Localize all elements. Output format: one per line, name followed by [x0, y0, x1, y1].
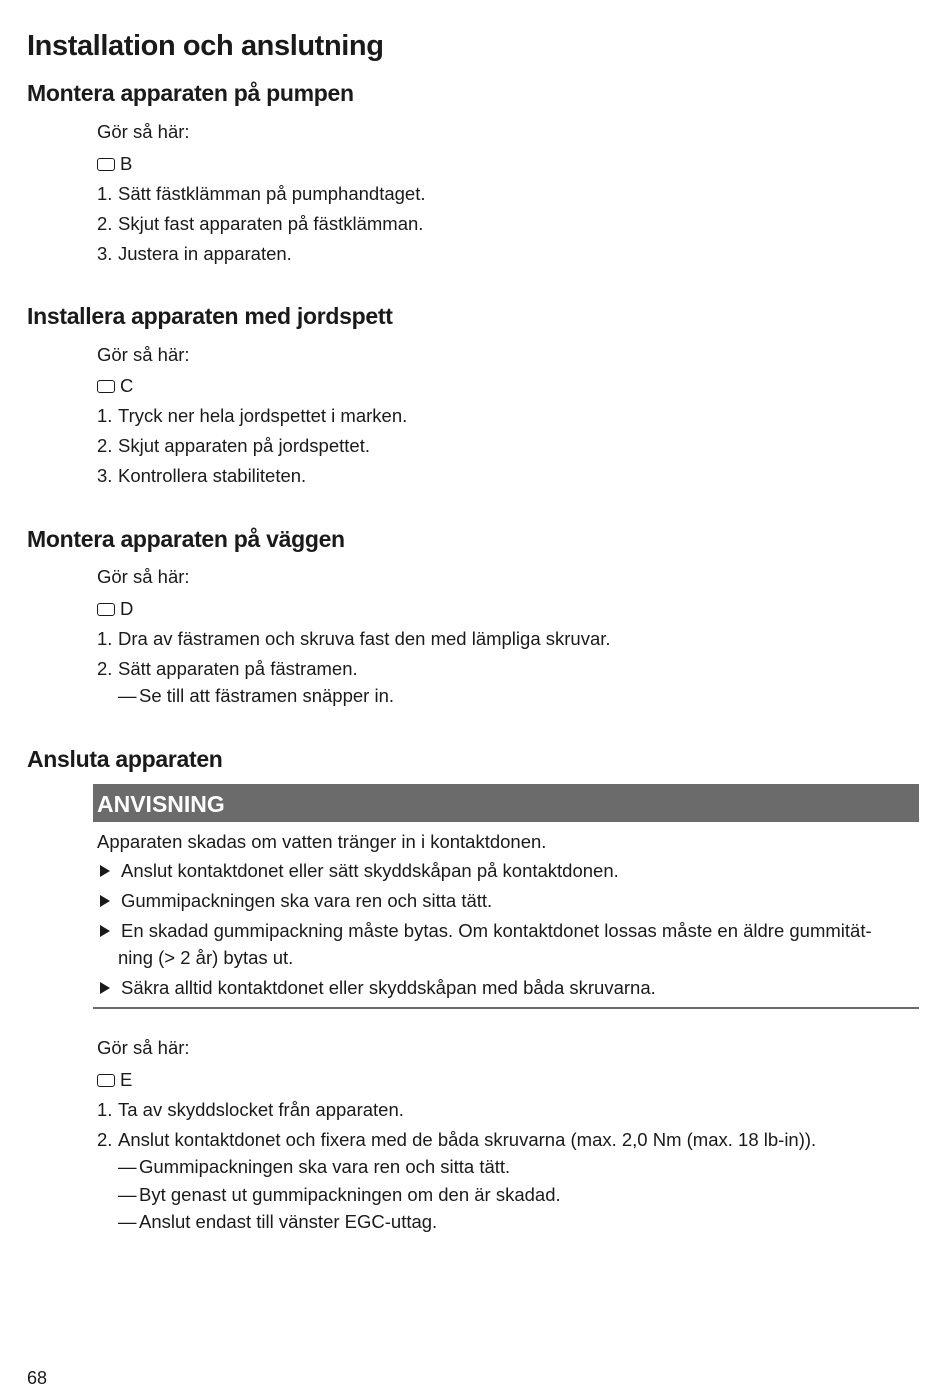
figure-label: D — [120, 598, 134, 619]
figure-label: B — [120, 153, 133, 174]
instruction-intro: Gör så här: — [97, 344, 190, 365]
bullet-triangle-icon — [100, 982, 110, 994]
section-heading-pump: Montera apparaten på pumpen — [27, 80, 354, 106]
step-item: 2. Sätt apparaten på fästramen. — [97, 658, 358, 679]
step-item: 3. Justera in apparaten. — [97, 243, 292, 264]
instruction-intro: Gör så här: — [97, 121, 190, 142]
figure-reference — [97, 597, 133, 621]
bullet-triangle-icon — [100, 865, 110, 877]
section-heading-wall: Montera apparaten på väggen — [27, 526, 345, 552]
bullet-triangle-icon — [100, 895, 110, 907]
figure-reference — [97, 152, 132, 176]
section-heading-spike: Installera apparaten med jordspett — [27, 303, 393, 329]
notice-bottom-rule — [93, 1007, 919, 1009]
notice-header: ANVISNING — [93, 784, 919, 822]
result-item: — Gummipackningen ska vara ren och sitta tätt. — [118, 1156, 511, 1177]
bullet-triangle-icon — [100, 925, 110, 937]
notice-item: Säkra alltid kontaktdonet eller skyddskåpan med båda skruvarna. — [100, 976, 656, 1000]
step-item: 1. Tryck ner hela jordspettet i marken. — [97, 405, 408, 426]
step-item: 2. Anslut kontaktdonet och fixera med de båda skruvarna (max. 2,0 Nm (max. 18 lb-in)). — [97, 1129, 817, 1150]
step-item: 3. Kontrollera stabiliteten. — [97, 465, 307, 486]
result-item: — Se till att fästramen snäpper in. — [118, 685, 395, 706]
result-item: — Byt genast ut gummipackningen om den är skadad. — [118, 1184, 561, 1205]
notice-item: En skadad gummipackning måste bytas. Om kontaktdonet lossas måste en äldre gummität- — [100, 919, 872, 943]
figure-icon — [97, 603, 115, 616]
figure-label: E — [120, 1069, 133, 1090]
figure-reference — [97, 374, 133, 398]
step-item: 1. Ta av skyddslocket från apparaten. — [97, 1099, 404, 1120]
step-item: 1. Sätt fästklämman på pumphandtaget. — [97, 183, 426, 204]
notice-lead: Apparaten skadas om vatten tränger in i kontaktdonen. — [97, 831, 547, 852]
result-item: — Anslut endast till vänster EGC-uttag. — [118, 1211, 438, 1232]
figure-icon — [97, 158, 115, 171]
figure-reference — [97, 1068, 132, 1092]
step-item: 2. Skjut fast apparaten på fästklämman. — [97, 213, 424, 234]
figure-icon — [97, 380, 115, 393]
figure-icon — [97, 1074, 115, 1087]
notice-item-continuation: ning (> 2 år) bytas ut. — [118, 947, 294, 968]
step-item: 1. Dra av fästramen och skruva fast den med lämpliga skruvar. — [97, 628, 611, 649]
figure-label: C — [120, 375, 134, 396]
notice-item: Gummipackningen ska vara ren och sitta tätt. — [100, 889, 492, 913]
page-number: 68 — [27, 1368, 48, 1388]
section-heading-connect: Ansluta apparaten — [27, 746, 223, 772]
page-title: Installation och anslutning — [27, 30, 384, 62]
instruction-intro: Gör så här: — [97, 566, 190, 587]
notice-item: Anslut kontaktdonet eller sätt skyddskåpan på kontaktdonen. — [100, 859, 619, 883]
step-item: 2. Skjut apparaten på jordspettet. — [97, 435, 370, 456]
instruction-intro: Gör så här: — [97, 1037, 190, 1058]
